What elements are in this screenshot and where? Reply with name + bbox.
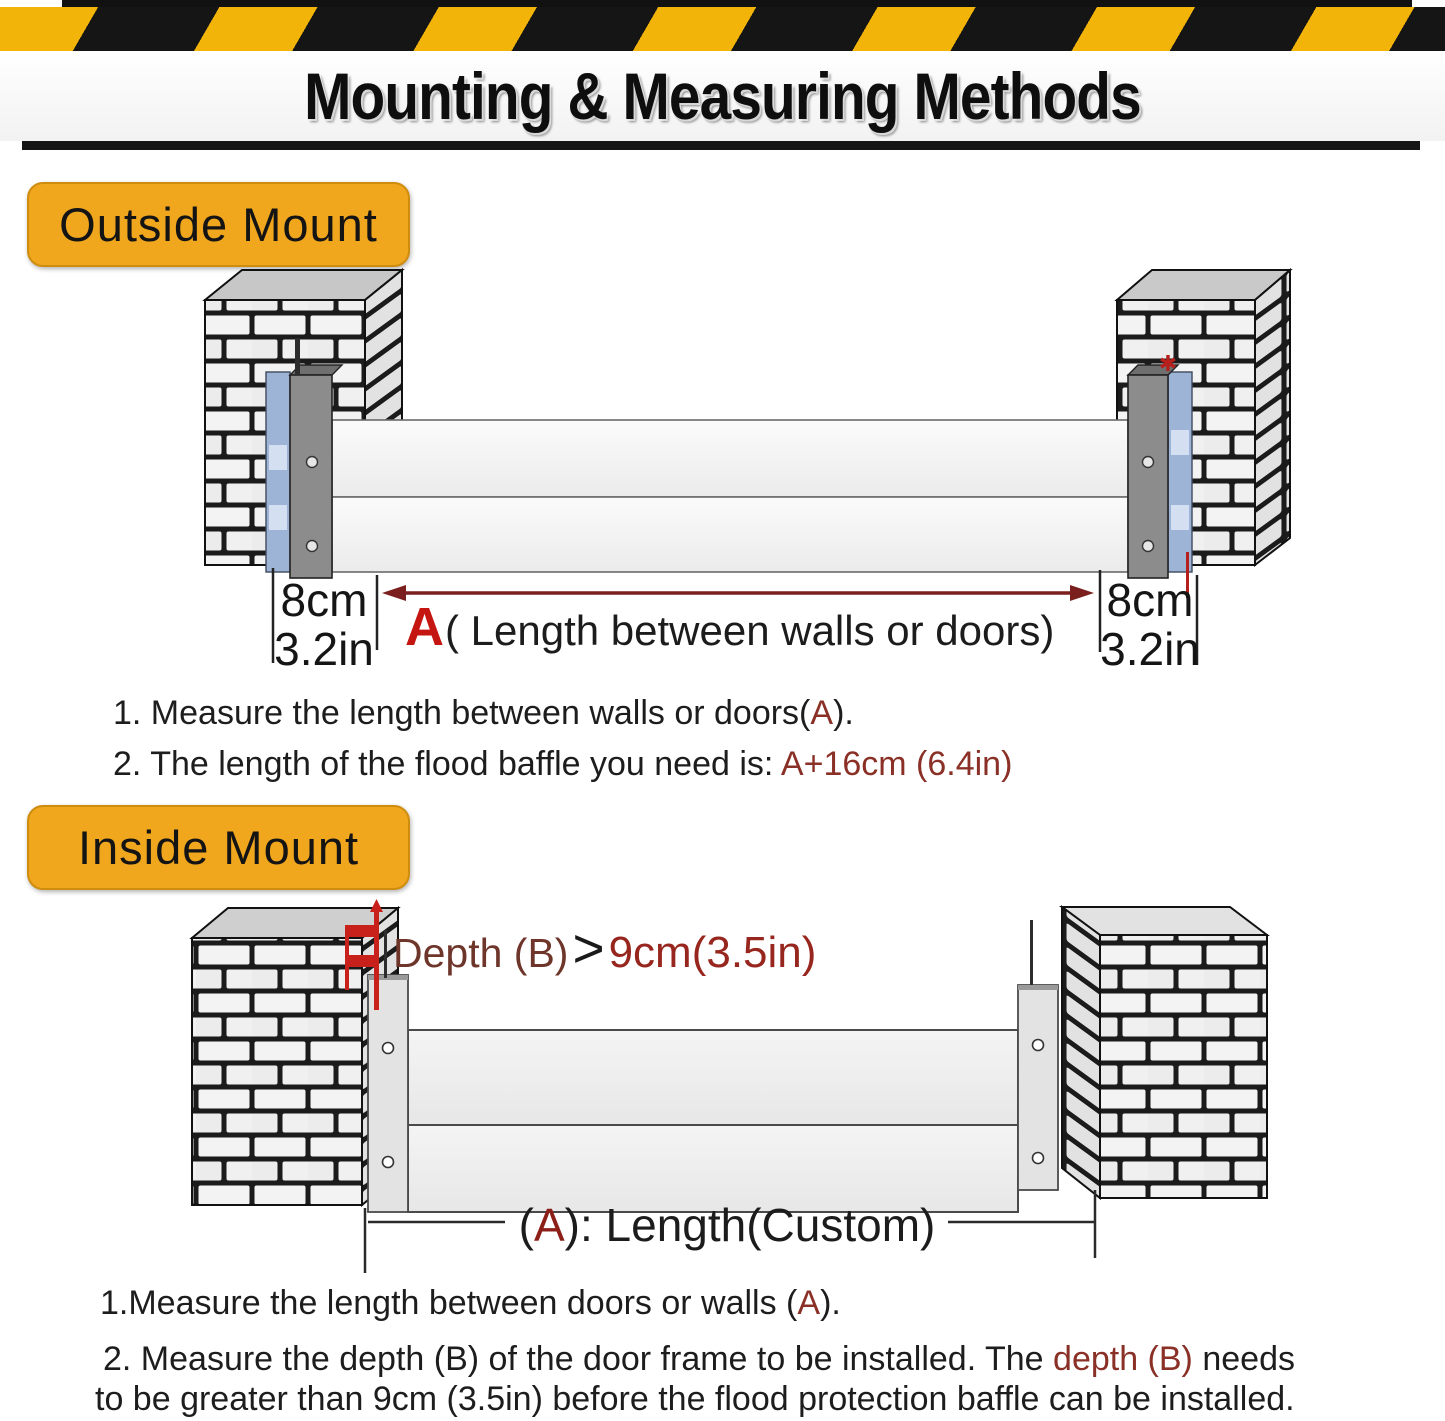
greater-than-symbol: > <box>572 917 605 979</box>
inside-step-2-text: 2. Measure the depth (B) of the door frame to be installed. The <box>103 1340 1054 1378</box>
depth-label-text: Depth (B) <box>393 930 569 976</box>
inside-step-1-end: ). <box>820 1284 841 1322</box>
arrow-head-left <box>382 585 406 601</box>
len-a-symbol: A <box>533 1199 565 1251</box>
left-offset-cm: 8cm <box>280 574 368 626</box>
inside-step-2-em: depth (B) <box>1053 1340 1193 1378</box>
barrier-panel-top <box>332 420 1128 497</box>
len-rest: ): Length(Custom) <box>564 1199 936 1251</box>
left-mounting-channel <box>266 338 342 578</box>
flood-barrier-panels <box>332 420 1128 572</box>
title-band <box>0 51 1445 141</box>
right-mounting-channel <box>1128 351 1192 598</box>
right-pillar-front-face <box>1100 935 1267 1198</box>
inside-step-1-em: A <box>797 1284 821 1322</box>
outside-step-2-text: 2. The length of the flood baffle you need is: <box>113 745 781 783</box>
barrier-panel-top <box>408 1030 1018 1125</box>
left-anchor-rod <box>295 338 300 375</box>
outside-step-1-end: ). <box>833 694 854 732</box>
left-seal-strip <box>266 372 290 572</box>
gauge-bar <box>345 955 378 967</box>
right-mounting-channel <box>1018 920 1058 1190</box>
barrier-panel-bottom <box>332 497 1128 572</box>
left-mounting-channel <box>368 975 408 1212</box>
gauge-bar <box>345 925 378 937</box>
right-pillar-side-face <box>1255 270 1290 565</box>
outside-step-1 <box>113 694 854 733</box>
screw-icon <box>307 457 318 468</box>
len-open: ( <box>518 1199 534 1251</box>
inside-step-1-text: 1.Measure the length between doors or walls ( <box>100 1284 798 1322</box>
outside-mount-badge-label: Outside Mount <box>59 198 378 251</box>
left-seal-mark <box>269 445 287 470</box>
page-title: Mounting & Measuring Methods <box>304 59 1141 133</box>
right-offset-in: 3.2in <box>1100 623 1200 675</box>
outside-step-2-em: A+16cm (6.4in) <box>780 745 1013 783</box>
right-seal-mark <box>1171 505 1189 530</box>
right-anchor-rod <box>1030 920 1033 985</box>
screw-icon <box>1143 457 1154 468</box>
right-channel-top-edge <box>1018 985 1058 990</box>
inside-mount-badge <box>27 805 410 890</box>
inside-step-1 <box>100 1284 841 1323</box>
red-star-icon: ✱ <box>1158 351 1178 376</box>
right-seal-strip <box>1168 372 1192 572</box>
right-pillar <box>1062 907 1267 1198</box>
custom-length-label <box>502 1198 952 1252</box>
inside-step-2-line-1 <box>103 1340 1295 1379</box>
right-pillar-side-face <box>1062 907 1100 1198</box>
right-seal-mark <box>1171 430 1189 455</box>
screw-icon <box>1143 541 1154 552</box>
length-label-text: ( Length between walls or doors) <box>445 607 1055 654</box>
right-offset-cm: 8cm <box>1106 574 1194 626</box>
left-channel-bar <box>368 975 408 1212</box>
length-between-walls-label <box>405 596 1054 658</box>
screw-icon <box>307 541 318 552</box>
screw-icon <box>383 1043 394 1054</box>
depth-requirement-label <box>393 916 816 980</box>
left-pillar-front-face <box>192 938 362 1205</box>
outside-mount-badge <box>27 182 410 267</box>
length-a-symbol: A <box>405 597 444 657</box>
screw-icon <box>383 1157 394 1168</box>
left-offset-in: 3.2in <box>274 623 374 675</box>
depth-value: 9cm(3.5in) <box>608 928 817 977</box>
left-seal-mark <box>269 505 287 530</box>
outside-step-1-em: A <box>810 694 834 732</box>
flood-barrier-panels <box>408 1030 1018 1212</box>
inside-step-2-continued: to be greater than 9cm (3.5in) before the flood protection baffle can be installed. <box>95 1380 1295 1418</box>
inside-step-2-line-2 <box>95 1380 1295 1419</box>
hazard-stripes-banner <box>0 7 1445 51</box>
inside-step-2-end: needs <box>1192 1340 1295 1378</box>
outside-step-2 <box>113 745 1012 784</box>
screw-icon <box>1033 1153 1044 1164</box>
outside-step-1-text: 1. Measure the length between walls or doors( <box>113 694 811 732</box>
gauge-arrow-tip <box>370 899 383 912</box>
right-offset-label <box>1098 576 1202 674</box>
screw-icon <box>1033 1040 1044 1051</box>
left-anchor-rod <box>384 930 387 978</box>
arrow-head-right <box>1070 585 1094 601</box>
left-offset-label <box>272 576 376 674</box>
header-divider-bar <box>22 141 1420 150</box>
inside-mount-badge-label: Inside Mount <box>77 821 360 874</box>
